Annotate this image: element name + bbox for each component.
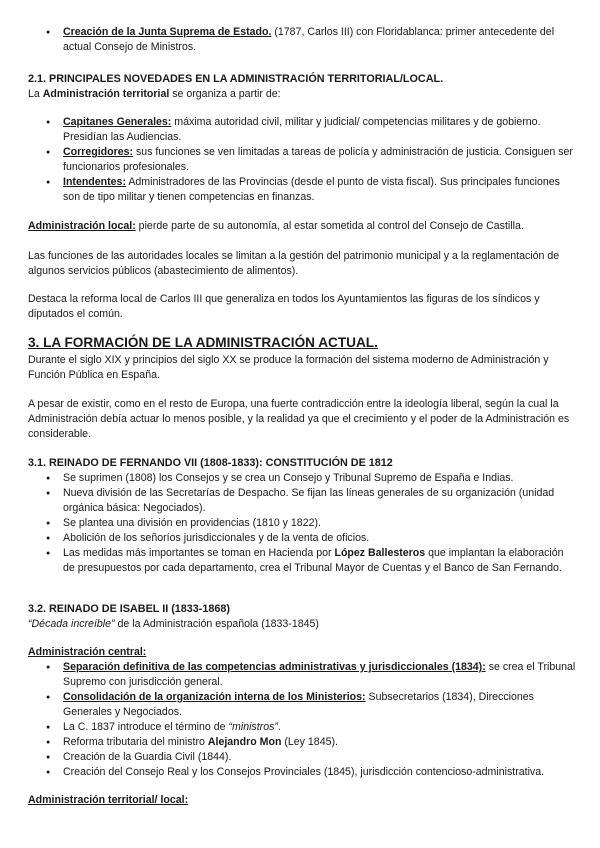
- territorial-administration-label: Administración territorial/ local:: [28, 794, 189, 806]
- section-heading-2-1: 2.1. PRINCIPALES NOVEDADES EN LA ADMINISTRACIÓN TERRITORIAL/LOCAL.: [28, 73, 444, 85]
- central-administration-label: Administración central:: [28, 646, 147, 658]
- fernando-vii-list: [46, 471, 576, 576]
- list-item: ● Creación de la Junta Suprema de Estado. (1787, Carlos III) con Floridablanca: primer antecedente del actual Consejo de Ministros.: [46, 25, 576, 55]
- list-item: ● Creación de la Guardia Civil (1844).: [46, 750, 576, 765]
- list-item: ● Separación definitiva de las competencias administrativas y jurisdiccionales (1834): se crea el Tribunal Supremo con jurisdicción general.: [46, 660, 576, 690]
- list-item: ● La C. 1837 introduce el término de “ministros”.: [46, 720, 576, 735]
- list-item: ● Intendentes: Administradores de las Provincias (desde el punto de vista fiscal). Sus principales funciones son de tipo militar y tienen competencias en finanzas.: [46, 175, 576, 205]
- subtitle: “Década increíble” de la Administración española (1833-1845): [28, 618, 319, 630]
- list-item: ● Se suprimen (1808) los Consejos y se crea un Consejo y Tribunal Supremo de España e Indias.: [46, 471, 576, 486]
- list-item: ● Consolidación de la organización interna de los Ministerios: Subsecretarios (1834), Direcciones Generales y Negociados.: [46, 690, 576, 720]
- paragraph: A pesar de existir, como en el resto de Europa, una fuerte contradicción entre la ideología liberal, según la cual la Administración debía actuar lo menos posible, y la realidad ya que el crecimiento y el poder de la Administración es considerable.: [28, 398, 570, 440]
- section-heading-3-2: 3.2. REINADO DE ISABEL II (1833-1868): [28, 603, 231, 615]
- list-item: ● Capitanes Generales: máxima autoridad civil, militar y judicial/ competencias militares y de gobierno. Presidían las Audiencias.: [46, 115, 576, 145]
- list-item: ● Nueva división de las Secretarías de Despacho. Se fijan las líneas generales de su organización (unidad orgánica básica: Negociados).: [46, 486, 576, 516]
- list-item: ● Corregidores: sus funciones se ven limitadas a tareas de policía y administración de justicia. Consiguen ser funcionarios profesionales.: [46, 145, 576, 175]
- section-heading-3: 3. LA FORMACIÓN DE LA ADMINISTRACIÓN ACTUAL.: [28, 335, 378, 350]
- list-item: ● Creación del Consejo Real y los Consejos Provinciales (1845), jurisdicción contencioso-administrativa.: [46, 765, 576, 780]
- local-administration-paragraph: Administración local: pierde parte de su autonomía, al estar sometida al control del Consejo de Castilla.: [28, 220, 524, 232]
- paragraph: Destaca la reforma local de Carlos III que generaliza en todos los Ayuntamientos las figuras de los síndicos y diputados el común.: [28, 293, 540, 320]
- list-item: ● Las medidas más importantes se toman en Hacienda por López Ballesteros que implantan la elaboración de presupuestos por cada departamento, crea el Tribunal Mayor de Cuentas y el Banco de San Fernando.: [46, 546, 576, 576]
- list-item: ● Se plantea una división en providencias (1810 y 1822).: [46, 516, 576, 531]
- top-bullet-list: [46, 25, 576, 55]
- isabel-ii-list: [46, 660, 576, 780]
- paragraph: Las funciones de las autoridades locales se limitan a la gestión del patrimonio municipal y a la reglamentación de algunos servicios públicos (abastecimiento de alimentos).: [28, 250, 560, 277]
- list-item: ● Abolición de los señoríos jurisdiccionales y de la venta de oficios.: [46, 531, 576, 546]
- territorial-authorities-list: [46, 115, 576, 205]
- intro-paragraph: La Administración territorial se organiza a partir de:: [28, 88, 281, 100]
- list-item: ● Reforma tributaria del ministro Alejandro Mon (Ley 1845).: [46, 735, 576, 750]
- bold-term: Creación de la Junta Suprema de Estado.: [63, 26, 272, 38]
- section-heading-3-1: 3.1. REINADO DE FERNANDO VII (1808-1833): CONSTITUCIÓN DE 1812: [28, 457, 393, 469]
- paragraph: Durante el siglo XIX y principios del siglo XX se produce la formación del sistema moderno de Administración y Función Pública en España.: [28, 354, 549, 381]
